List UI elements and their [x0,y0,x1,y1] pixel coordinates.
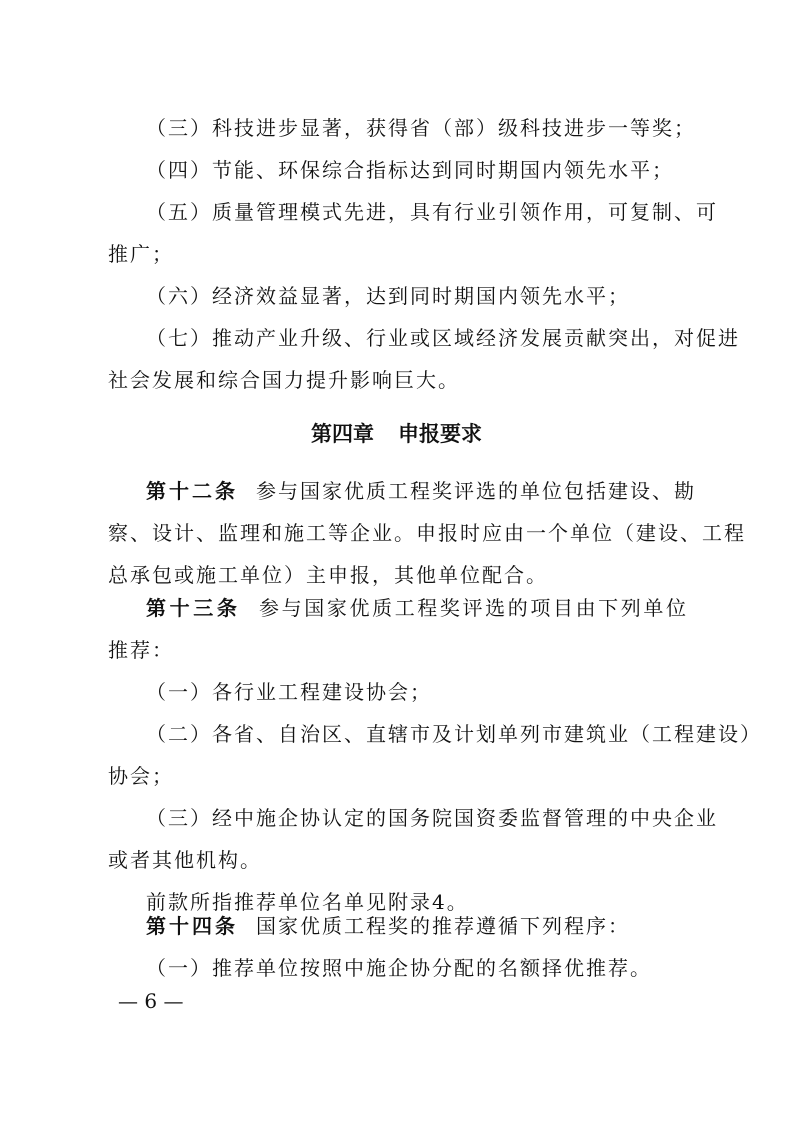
chapter-heading [0,419,793,449]
article-13-item-1: （一）各行业工程建设协会； [146,680,432,704]
article-13-line-1 [146,593,688,623]
article-13-item-3: （三）经中施企协认定的国务院国资委监督管理的中央企业 [146,806,718,830]
article-12-heading: 第十二条 [146,479,238,503]
article-13-line-2: 推荐： [108,638,174,662]
list-item-4: （四）节能、环保综合指标达到同时期国内领先水平； [146,158,674,182]
list-item-6: （六）经济效益显著，达到同时期国内领先水平； [146,284,630,308]
article-13-note: 前款所指推荐单位名单见附录4。 [146,890,469,914]
article-12-line-3: 总承包或施工单位）主申报，其他单位配合。 [108,563,548,587]
chapter-title: 申报要求 [398,422,482,446]
article-14-text-1: 国家优质工程奖的推荐遵循下列程序： [256,914,630,938]
list-item-5-continued: 推广； [108,242,174,266]
article-13-item-2: （二）各省、自治区、直辖市及计划单列市建筑业（工程建设） [146,722,762,746]
article-14-heading: 第十四条 [146,914,238,938]
list-item-5: （五）质量管理模式先进，具有行业引领作用，可复制、可 [146,200,718,224]
page-number: — 6 — [118,989,184,1013]
list-item-7-continued: 社会发展和综合国力提升影响巨大。 [108,368,460,392]
article-14-item-1: （一）推荐单位按照中施企协分配的名额择优推荐。 [146,956,652,980]
list-item-7: （七）推动产业升级、行业或区域经济发展贡献突出，对促进 [146,326,740,350]
article-12-text-1: 参与国家优质工程奖评选的单位包括建设、勘 [256,479,696,503]
article-13-heading: 第十三条 [146,596,241,620]
article-14-line-1 [146,911,688,941]
article-13-item-3-continued: 或者其他机构。 [108,848,262,872]
chapter-number: 第四章 [311,422,374,446]
article-13-text-1: 参与国家优质工程奖评选的项目由下列单位 [258,596,689,620]
article-12-line-2: 察、设计、监理和施工等企业。申报时应由一个单位（建设、工程 [108,521,746,545]
list-item-3: （三）科技进步显著，获得省（部）级科技进步一等奖； [146,116,696,140]
article-13-item-2-continued: 协会； [108,764,174,788]
article-12-line-1 [146,476,696,506]
